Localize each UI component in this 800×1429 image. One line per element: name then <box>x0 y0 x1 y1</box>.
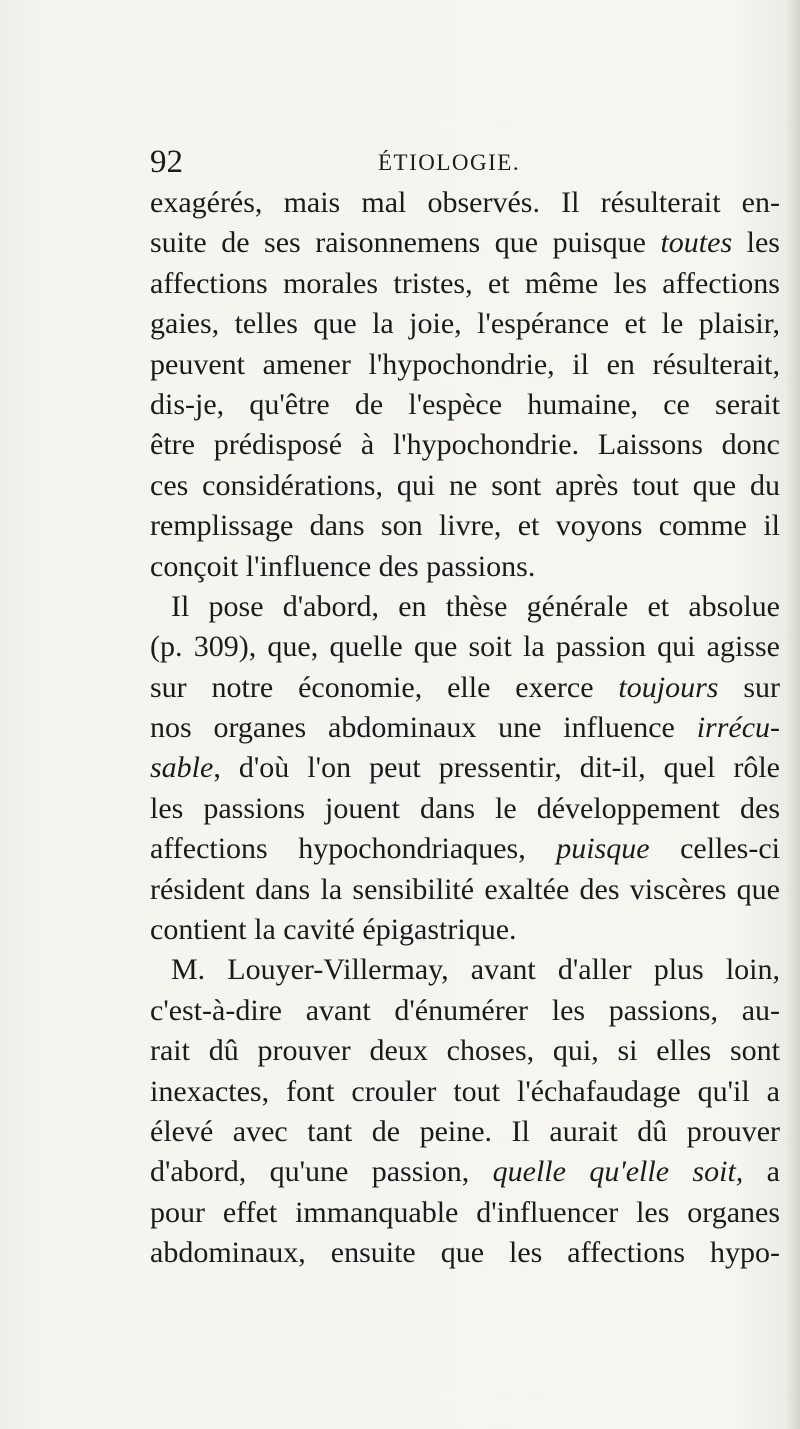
text-line: affections morales tristes, et même les affections <box>150 266 780 300</box>
text-line: sable, d'où l'on peut pressentir, dit-il, quel rôle <box>150 751 780 785</box>
page-number: 92 <box>150 144 183 180</box>
body-text <box>150 183 780 1274</box>
text-line: remplissage dans son livre, et voyons comme il <box>150 509 780 543</box>
text-line: ces considérations, qui ne sont après tout que du <box>150 468 780 502</box>
text-line: suite de ses raisonnemens que puisque toutes les <box>150 226 780 260</box>
text-line: M. Louyer-Villermay, avant d'aller plus loin, <box>171 953 780 987</box>
text-line: dis-je, qu'être de l'espèce humaine, ce serait <box>150 387 780 421</box>
text-line: rait dû prouver deux choses, qui, si elles sont <box>150 1034 780 1068</box>
text-line: exagérés, mais mal observés. Il résulterait en- <box>150 186 780 219</box>
text-line: contient la cavité épigastrique. <box>150 913 517 947</box>
text-line: les passions jouent dans le développement des <box>150 791 780 825</box>
text-line: conçoit l'influence des passions. <box>150 549 536 583</box>
text-line: d'abord, qu'une passion, quelle qu'elle soit, a <box>150 1155 780 1189</box>
page-header <box>150 142 730 182</box>
text-line: être prédisposé à l'hypochondrie. Laissons donc <box>150 428 780 462</box>
text-line: abdominaux, ensuite que les affections hypo- <box>150 1236 780 1270</box>
text-line: gaies, telles que la joie, l'espérance et le plaisir, <box>150 307 780 341</box>
text-line: Il pose d'abord, en thèse générale et absolue <box>171 589 780 623</box>
page-spine-shadow <box>786 0 800 1429</box>
text-line: peuvent amener l'hypochondrie, il en résulterait, <box>150 347 780 381</box>
text-line: inexactes, font crouler tout l'échafaudage qu'il a <box>150 1074 780 1108</box>
text-line: sur notre économie, elle exerce toujours sur <box>150 670 780 704</box>
text-line: nos organes abdominaux une influence irrécu- <box>150 711 780 745</box>
text-line: résident dans la sensibilité exaltée des viscères que <box>150 872 780 906</box>
text-line: affections hypochondriaques, puisque celles-ci <box>150 832 780 866</box>
text-line: pour effet immanquable d'influencer les organes <box>150 1195 780 1229</box>
text-line: (p. 309), que, quelle que soit la passion qui agisse <box>150 630 780 664</box>
text-line: c'est-à-dire avant d'énumérer les passions, au- <box>150 993 780 1027</box>
running-head: ÉTIOLOGIE. <box>378 150 521 175</box>
text-line: élevé avec tant de peine. Il aurait dû prouver <box>150 1114 780 1148</box>
